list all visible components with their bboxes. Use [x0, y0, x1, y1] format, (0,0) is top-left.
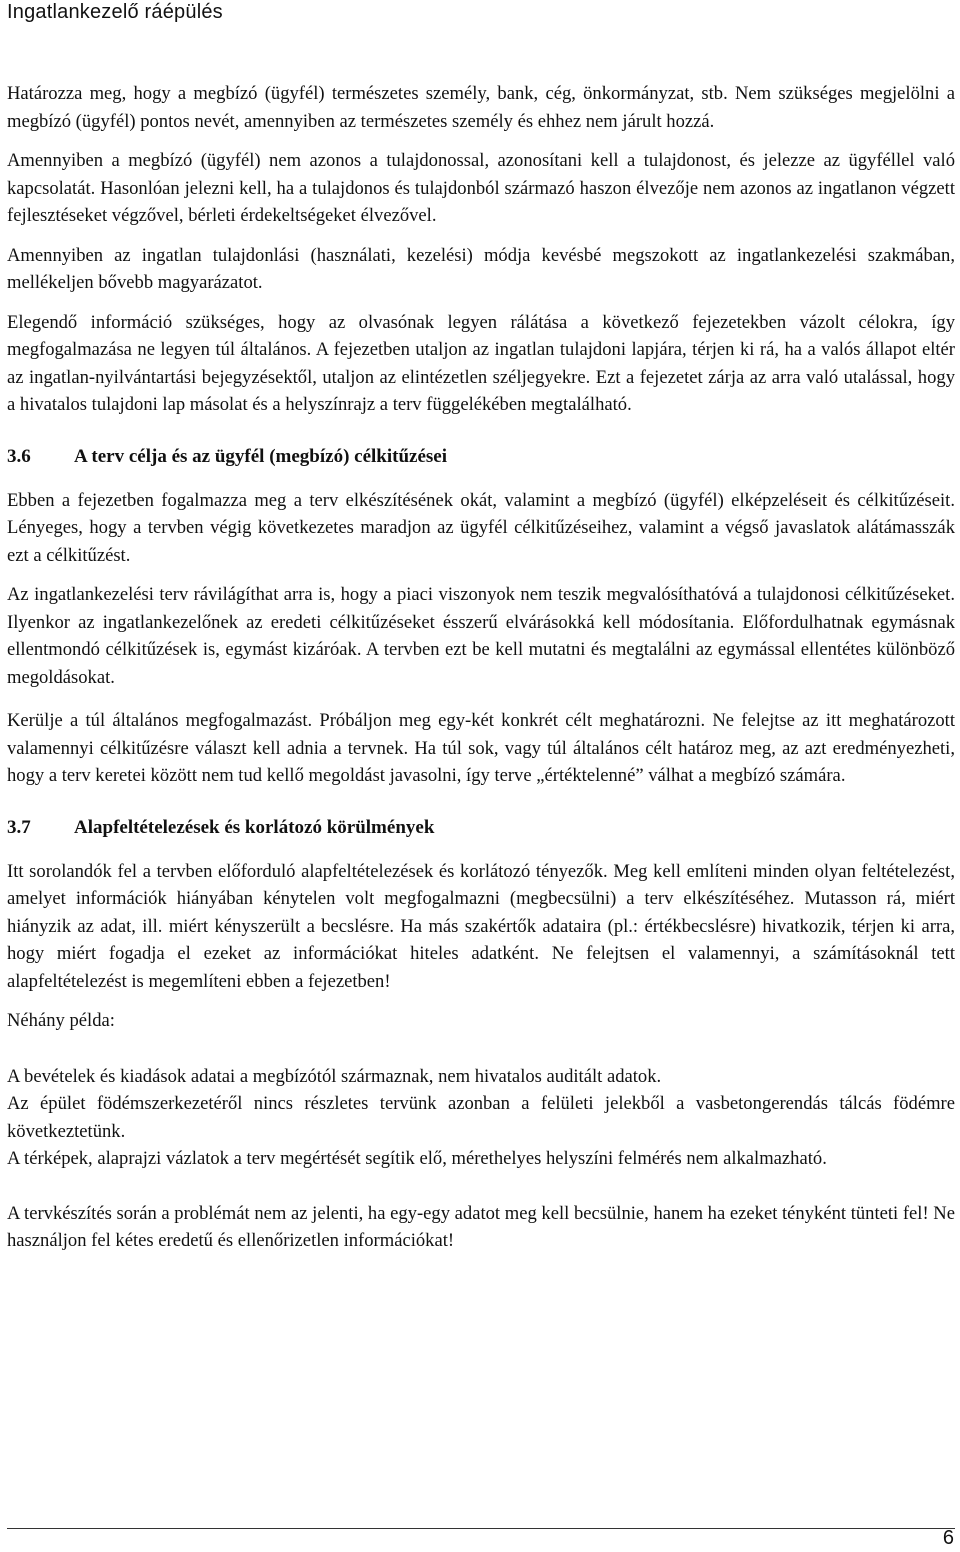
examples-label: Néhány példa: [7, 1010, 115, 1031]
section-title: A terv célja és az ügyfél (megbízó) célkitűzései [74, 445, 448, 467]
paragraph-information-needed: Elegendő információ szükséges, hogy az olvasónak legyen rálátása a következő fejezetekben vázolt célokra, így megfogalmazása ne legyen túl általános. A fejezetben utaljon az ingatlan tulajdoni lapjára, térjen ki rá, ha a valós állapot eltér az ingatlan-nyilvántartási bejegyzésektől, utaljon az elintézetlen széljegyekre. Ezt a fejezetet zárja az arra való utalással, hogy a hivatalos tulajdoni lap másolat és a helyszínrajz a terv függelékében megtalálható. [7, 311, 955, 415]
document-body [7, 80, 955, 1255]
paragraph-market-conditions: Az ingatlankezelési terv rávilágíthat arra is, hogy a piaci viszonyok nem teszik megvalósíthatóvá a tulajdonosi célkitűzéseket. Ilyenkor az ingatlankezelőnek az eredeti célkitűzéseket ésszerű elvárásokká kell módosítania. Előfordulhatnak egymásnak ellentmondó célkitűzések is, egymást kizáróak. A tervben ezt be kell mutatni és megtalálni az egymással ellentétes különböző megoldásokat. [7, 584, 955, 688]
examples-list [7, 1063, 955, 1173]
paragraph-assumptions: Itt sorolandók fel a tervben előforduló alapfeltételezések és korlátozó tényezők. Meg kell említeni minden olyan feltételezést, amelyet információk hiányában kénytelen volt megfogalmazni (megbecsülni) a terv elkészítéséhez. Mutasson rá, miért hiányzik az adat, ill. miért kényszerült a becslésre. Ha más szakértők adataira (pl.: értékbecslésre) hivatkozik, térjen ki arra, hogy miért fogadja el ezeket az információkat hiteles adatként. Ne felejtsen el valamennyi, a számításoknál tett alapfeltételezést is megemlíteni ebben a fejezetben! [7, 860, 955, 992]
list-item: Az épület födémszerkezetéről nincs részletes tervünk azonban a felületi jelekből a vasbetongerendás tálcás födémre következtetünk. [7, 1093, 955, 1142]
paragraph-plan-purpose: Ebben a fejezetben fogalmazza meg a terv elkészítésének okát, valamint a megbízó (ügyfél) elképzeléseit és célkitűzéseit. Lényeges, hogy a tervben végig következetes maradjon az ügyfél célkitűzéseihez, valamint a végső javaslatok alátámasszák ezt a célkitűzést. [7, 489, 955, 566]
running-header: Ingatlankezelő ráépülés [7, 1, 223, 23]
paragraph-client-type: Határozza meg, hogy a megbízó (ügyfél) természetes személy, bank, cég, önkormányzat, stb. Nem szükséges megjelölni a megbízó (ügyfél) pontos nevét, amennyiben az természetes személy és ehhez nem járult hozzá. [7, 83, 955, 132]
page-number: 6 [942, 1527, 954, 1549]
paragraph-owner-identification: Amennyiben a megbízó (ügyfél) nem azonos a tulajdonossal, azonosítani kell a tulajdonost, és jelezze az ügyféllel való kapcsolatát. Hasonlóan jelezni kell, ha a tulajdonos és tulajdonból származó haszon élvezője nem azonos az ingatlanon végzett fejlesztéseket végzővel, bérleti érdekeltségeket élvezővel. [7, 150, 955, 226]
section-heading-3-6 [7, 443, 955, 471]
paragraph-ownership-mode: Amennyiben az ingatlan tulajdonlási (használati, kezelési) módja kevésbé megszokott az ingatlankezelési szakmában, mellékeljen bővebb magyarázatot. [7, 244, 955, 293]
footer-divider [7, 1528, 955, 1529]
section-title: Alapfeltételezések és korlátozó körülmények [74, 816, 435, 838]
list-item: A bevételek és kiadások adatai a megbízótól származnak, nem hivatalos auditált adatok. [7, 1065, 662, 1087]
section-number: 3.6 [7, 445, 31, 467]
paragraph-avoid-generalities: Kerülje a túl általános megfogalmazást. Próbáljon meg egy-két konkrét célt meghatározni. Ne felejtse az itt meghatározott valamennyi célkitűzésre választ kell adnia a tervnek. Ha túl sok, vagy túl általános célt határoz meg, az azt eredményezheti, hogy a terv keretei között nem tud kellő megoldást javasolni, így terve „értéktelenné” válhat a megbízó számára. [7, 710, 955, 786]
section-heading-3-7 [7, 814, 955, 842]
section-number: 3.7 [7, 816, 31, 838]
paragraph-estimates-warning: A tervkészítés során a problémát nem az jelenti, ha egy-egy adatot meg kell becsülnie, hanem ha ezeket tényként tünteti fel! Ne használjon fel kétes eredetű és ellenőrizetlen információkat! [7, 1202, 955, 1251]
list-item: A térképek, alaprajzi vázlatok a terv megértését segítik elő, mérethelyes helyszíni felmérés nem alkalmazható. [7, 1148, 827, 1169]
